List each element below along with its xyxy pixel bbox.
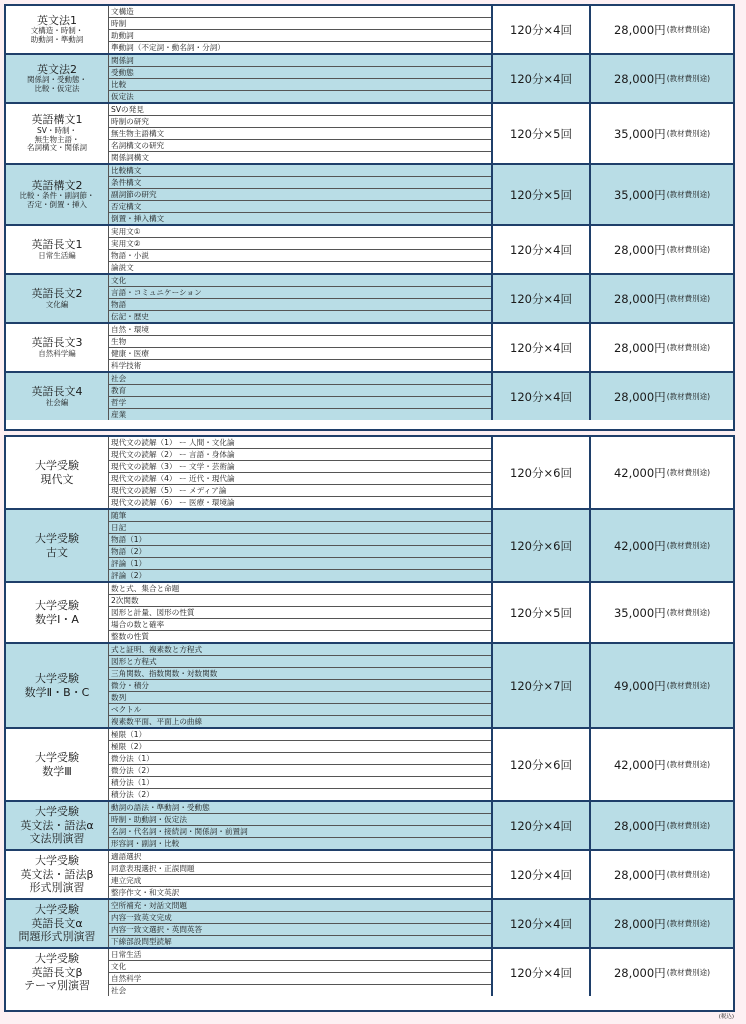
price-amount: 49,000円 xyxy=(613,678,666,693)
topic-item: 受動態 xyxy=(109,67,491,79)
topic-item: 否定構文 xyxy=(109,201,491,213)
topic-item: 数列 xyxy=(109,692,491,704)
session-count: 120分×4回 xyxy=(493,55,591,102)
course-subtitle: 無生物主語・ xyxy=(34,134,80,144)
session-count: 120分×6回 xyxy=(493,510,591,581)
price-amount: 28,000円 xyxy=(613,916,666,931)
price-note: (教材費別途) xyxy=(666,608,711,617)
course-name xyxy=(6,949,109,996)
course-title: 英語長文1 xyxy=(31,237,83,251)
topic-item: 健康・医療 xyxy=(109,348,491,360)
topic-list xyxy=(109,437,493,508)
topic-item: 極限（2） xyxy=(109,741,491,753)
session-count: 120分×4回 xyxy=(493,900,591,947)
topic-item: SVの発見 xyxy=(109,104,491,116)
course-row xyxy=(6,324,733,373)
topic-item: 式と証明、複素数と方程式 xyxy=(109,644,491,656)
course-title: 英文法1 xyxy=(37,13,77,27)
topic-list xyxy=(109,275,493,322)
course-row xyxy=(6,949,733,996)
topic-item: 形容詞・副詞・比較 xyxy=(111,839,180,848)
course-row xyxy=(6,802,733,851)
session-count: 120分×4回 xyxy=(493,226,591,273)
topic-item: 名詞・代名詞・接続詞・関係詞・前置詞 xyxy=(109,826,491,838)
course-name xyxy=(6,165,109,224)
topic-list xyxy=(109,104,493,163)
topic-item: 物語・小説 xyxy=(109,250,491,262)
course-subtitle: 比較・仮定法 xyxy=(34,83,80,93)
topic-list xyxy=(109,729,493,800)
price xyxy=(591,324,733,371)
price-amount: 28,000円 xyxy=(613,389,666,404)
price xyxy=(591,644,733,727)
topic-item: 名詞構文の研究 xyxy=(109,140,491,152)
course-row xyxy=(6,55,733,104)
price-amount: 28,000円 xyxy=(613,242,666,257)
topic-item: 比較 xyxy=(109,79,491,91)
price xyxy=(591,802,733,849)
course-title-line: 大学受験 xyxy=(35,671,79,685)
course-title-line: 古文 xyxy=(46,545,68,559)
course-subtitle: 助動詞・準動詞 xyxy=(30,34,84,44)
course-title-line: 形式別演習 xyxy=(29,881,85,895)
topic-item: 図形と方程式 xyxy=(109,656,491,668)
price-note: (教材費別途) xyxy=(666,968,711,977)
price xyxy=(591,6,733,53)
price-amount: 28,000円 xyxy=(613,818,666,833)
course-table-english xyxy=(4,4,735,431)
course-title-line: 大学受験 xyxy=(35,531,79,545)
session-count: 120分×5回 xyxy=(493,583,591,642)
price-amount: 28,000円 xyxy=(613,965,666,980)
topic-list xyxy=(109,900,493,947)
course-title-line: 現代文 xyxy=(40,472,74,486)
session-count: 120分×5回 xyxy=(493,165,591,224)
price xyxy=(591,949,733,996)
topic-item: 場合の数と確率 xyxy=(109,619,491,631)
price-amount: 28,000円 xyxy=(613,71,666,86)
course-title-line: 数学Ⅱ・B・C xyxy=(24,685,90,699)
course-subtitle: 日常生活編 xyxy=(38,250,76,260)
course-subtitle: 比較・条件・副詞節・ xyxy=(19,191,95,201)
course-subtitle: 文構造・時制・ xyxy=(30,26,84,36)
topic-item: 準動詞（不定詞・動名詞・分詞） xyxy=(111,43,225,52)
course-name xyxy=(6,104,109,163)
price-note: (教材費別途) xyxy=(666,343,711,352)
price xyxy=(591,729,733,800)
price-note: (教材費別途) xyxy=(666,541,711,550)
course-title: 英語長文2 xyxy=(31,286,83,300)
session-count: 120分×7回 xyxy=(493,644,591,727)
topic-item: 産業 xyxy=(111,410,127,419)
price-note: (教材費別途) xyxy=(666,821,711,830)
topic-item: 内容一致文選択・英問英答 xyxy=(109,924,491,936)
course-row xyxy=(6,851,733,900)
course-title-line: 英語長文β xyxy=(31,965,83,979)
topic-list xyxy=(109,6,493,53)
topic-list xyxy=(109,802,493,849)
topic-item: 実用文② xyxy=(109,238,491,250)
course-title-line: 大学受験 xyxy=(35,598,79,612)
course-title-line: 英文法・語法β xyxy=(20,867,94,881)
session-count: 120分×4回 xyxy=(493,324,591,371)
topic-item: 自然・環境 xyxy=(109,324,491,336)
course-name xyxy=(6,6,109,53)
session-count: 120分×4回 xyxy=(493,851,591,898)
topic-item: 実用文① xyxy=(109,226,491,238)
price xyxy=(591,55,733,102)
price xyxy=(591,104,733,163)
course-title: 英語構文2 xyxy=(31,178,83,192)
topic-item: 三角関数、指数関数・対数関数 xyxy=(109,668,491,680)
course-name xyxy=(6,583,109,642)
topic-item: 内容一致英文完成 xyxy=(109,912,491,924)
course-name xyxy=(6,851,109,898)
topic-item: 整数の性質 xyxy=(111,632,149,641)
price-note: (教材費別途) xyxy=(666,760,711,769)
course-name xyxy=(6,802,109,849)
price-note: (教材費別途) xyxy=(666,190,711,199)
topic-item: 論説文 xyxy=(111,263,134,272)
topic-item: 関係詞構文 xyxy=(111,153,149,162)
price-amount: 28,000円 xyxy=(613,22,666,37)
topic-item: 文構造 xyxy=(109,6,491,18)
course-row xyxy=(6,437,733,510)
session-count: 120分×6回 xyxy=(493,729,591,800)
topic-item: 文化 xyxy=(109,275,491,287)
topic-item: 比較構文 xyxy=(109,165,491,177)
price xyxy=(591,851,733,898)
topic-item: 連立完成 xyxy=(109,875,491,887)
topic-item: 適語選択 xyxy=(109,851,491,863)
topic-item: 同意表現選択・正誤問題 xyxy=(109,863,491,875)
price xyxy=(591,510,733,581)
topic-item: 現代文の読解（6） ー 医療・環境論 xyxy=(111,498,235,507)
course-name xyxy=(6,900,109,947)
course-row xyxy=(6,644,733,729)
course-row xyxy=(6,900,733,949)
session-count: 120分×4回 xyxy=(493,802,591,849)
topic-item: 微分法（1） xyxy=(109,753,491,765)
price-amount: 35,000円 xyxy=(613,605,666,620)
topic-item: 現代文の読解（1） ー 人間・文化論 xyxy=(109,437,491,449)
price xyxy=(591,165,733,224)
topic-item: 積分法（1） xyxy=(109,777,491,789)
topic-item: 時制の研究 xyxy=(109,116,491,128)
price-amount: 35,000円 xyxy=(613,187,666,202)
price xyxy=(591,900,733,947)
topic-item: 助動詞 xyxy=(109,30,491,42)
course-name xyxy=(6,324,109,371)
course-row xyxy=(6,275,733,324)
topic-list xyxy=(109,373,493,420)
course-subtitle: SV・時制・ xyxy=(37,125,77,135)
price xyxy=(591,373,733,420)
price-note: (教材費別途) xyxy=(666,74,711,83)
topic-item: 微分・積分 xyxy=(109,680,491,692)
session-count: 120分×4回 xyxy=(493,6,591,53)
topic-item: 2次関数 xyxy=(109,595,491,607)
course-name xyxy=(6,437,109,508)
price xyxy=(591,583,733,642)
topic-item: 評論（1） xyxy=(109,558,491,570)
price-note: (教材費別途) xyxy=(666,25,711,34)
topic-item: 複素数平面、平面上の曲線 xyxy=(111,717,203,726)
session-count: 120分×5回 xyxy=(493,104,591,163)
topic-item: 哲学 xyxy=(109,397,491,409)
topic-item: 日常生活 xyxy=(109,949,491,961)
topic-item: 動詞の語法・準動詞・受動態 xyxy=(109,802,491,814)
topic-list xyxy=(109,226,493,273)
topic-item: 評論（2） xyxy=(111,571,147,580)
course-name xyxy=(6,373,109,420)
course-title-line: テーマ別演習 xyxy=(24,979,90,993)
topic-item: 数と式、集合と命題 xyxy=(109,583,491,595)
course-title: 英文法2 xyxy=(37,62,77,76)
topic-item: 条件構文 xyxy=(109,177,491,189)
topic-item: 自然科学 xyxy=(109,973,491,985)
course-table-university-exam xyxy=(4,435,735,1012)
topic-item: 教育 xyxy=(109,385,491,397)
topic-item: 空所補充・対話文問題 xyxy=(109,900,491,912)
course-row xyxy=(6,373,733,420)
course-title-line: 大学受験 xyxy=(35,750,79,764)
price-note: (教材費別途) xyxy=(666,392,711,401)
course-subtitle: 名詞構文・関係詞 xyxy=(27,143,87,153)
price-amount: 42,000円 xyxy=(613,757,666,772)
price-amount: 28,000円 xyxy=(613,867,666,882)
topic-item: 副詞節の研究 xyxy=(109,189,491,201)
topic-item: 随筆 xyxy=(109,510,491,522)
topic-list xyxy=(109,949,493,996)
topic-item: 現代文の読解（4） ー 近代・現代論 xyxy=(109,473,491,485)
topic-item: 物語 xyxy=(109,299,491,311)
topic-item: 整序作文・和文英訳 xyxy=(111,888,180,897)
course-title-line: 大学受験 xyxy=(35,902,79,916)
course-title-line: 問題形式別演習 xyxy=(18,930,96,944)
topic-list xyxy=(109,510,493,581)
topic-item: 生物 xyxy=(109,336,491,348)
price-note: (教材費別途) xyxy=(666,245,711,254)
price-amount: 28,000円 xyxy=(613,291,666,306)
course-name xyxy=(6,55,109,102)
topic-item: 関係詞 xyxy=(109,55,491,67)
price-note: (教材費別途) xyxy=(666,468,711,477)
price-note: (教材費別途) xyxy=(666,129,711,138)
tax-note: (税込) xyxy=(718,1014,734,1020)
topic-item: 伝記・歴史 xyxy=(111,312,149,321)
course-subtitle: 自然科学編 xyxy=(38,348,76,358)
price-note: (教材費別途) xyxy=(666,294,711,303)
price-amount: 42,000円 xyxy=(613,538,666,553)
price-note: (教材費別途) xyxy=(666,919,711,928)
price-amount: 28,000円 xyxy=(613,340,666,355)
course-subtitle: 否定・倒置・挿入 xyxy=(27,199,87,209)
topic-list xyxy=(109,55,493,102)
course-name xyxy=(6,275,109,322)
course-name xyxy=(6,644,109,727)
topic-item: 文化 xyxy=(109,961,491,973)
course-row xyxy=(6,510,733,583)
price-amount: 35,000円 xyxy=(613,126,666,141)
topic-item: 日記 xyxy=(109,522,491,534)
topic-list xyxy=(109,583,493,642)
course-title-line: 英文法・語法α xyxy=(20,818,94,832)
topic-item: 倒置・挿入構文 xyxy=(111,214,165,223)
course-title-line: 大学受験 xyxy=(35,804,79,818)
session-count: 120分×4回 xyxy=(493,275,591,322)
topic-item: 時制・助動詞・仮定法 xyxy=(109,814,491,826)
course-title-line: 英語長文α xyxy=(31,916,83,930)
price-amount: 42,000円 xyxy=(613,465,666,480)
topic-item: 無生物主語構文 xyxy=(109,128,491,140)
topic-list xyxy=(109,851,493,898)
course-title-line: 数学Ⅲ xyxy=(42,764,72,778)
topic-item: 積分法（2） xyxy=(111,790,154,799)
course-name xyxy=(6,729,109,800)
session-count: 120分×4回 xyxy=(493,373,591,420)
price xyxy=(591,275,733,322)
topic-item: 現代文の読解（3） ー 文学・芸術論 xyxy=(109,461,491,473)
course-name xyxy=(6,226,109,273)
topic-item: ベクトル xyxy=(109,704,491,716)
course-subtitle: 文化編 xyxy=(45,299,69,309)
topic-item: 現代文の読解（5） ー メディア論 xyxy=(109,485,491,497)
course-title-line: 大学受験 xyxy=(35,853,79,867)
course-row xyxy=(6,729,733,802)
topic-item: 図形と計量、図形の性質 xyxy=(109,607,491,619)
course-row xyxy=(6,226,733,275)
price-note: (教材費別途) xyxy=(666,681,711,690)
topic-item: 社会 xyxy=(109,373,491,385)
topic-item: 下線部設問型読解 xyxy=(111,937,172,946)
topic-item: 微分法（2） xyxy=(109,765,491,777)
course-title-line: 大学受験 xyxy=(35,458,79,472)
topic-list xyxy=(109,165,493,224)
topic-item: 仮定法 xyxy=(111,92,134,101)
course-subtitle: 社会編 xyxy=(45,397,69,407)
topic-item: 時制 xyxy=(109,18,491,30)
topic-item: 科学技術 xyxy=(111,361,142,370)
course-subtitle: 関係詞・受動態・ xyxy=(27,75,87,85)
topic-item: 社会 xyxy=(111,986,127,995)
price-note: (教材費別途) xyxy=(666,870,711,879)
topic-list xyxy=(109,324,493,371)
topic-item: 物語（2） xyxy=(109,546,491,558)
topic-item: 物語（1） xyxy=(109,534,491,546)
session-count: 120分×6回 xyxy=(493,437,591,508)
price xyxy=(591,437,733,508)
topic-item: 言語・コミュニケーション xyxy=(109,287,491,299)
course-row xyxy=(6,583,733,644)
price xyxy=(591,226,733,273)
course-title: 英語長文4 xyxy=(31,384,83,398)
course-title-line: 数学Ⅰ・A xyxy=(35,612,79,626)
topic-item: 現代文の読解（2） ー 言語・身体論 xyxy=(109,449,491,461)
course-row xyxy=(6,165,733,226)
session-count: 120分×4回 xyxy=(493,949,591,996)
topic-list xyxy=(109,644,493,727)
course-title-line: 文法別演習 xyxy=(29,832,85,846)
course-name xyxy=(6,510,109,581)
course-title: 英語長文3 xyxy=(31,335,83,349)
course-title-line: 大学受験 xyxy=(35,951,79,965)
course-title: 英語構文1 xyxy=(31,113,83,127)
topic-item: 極限（1） xyxy=(109,729,491,741)
course-row xyxy=(6,6,733,55)
course-row xyxy=(6,104,733,165)
